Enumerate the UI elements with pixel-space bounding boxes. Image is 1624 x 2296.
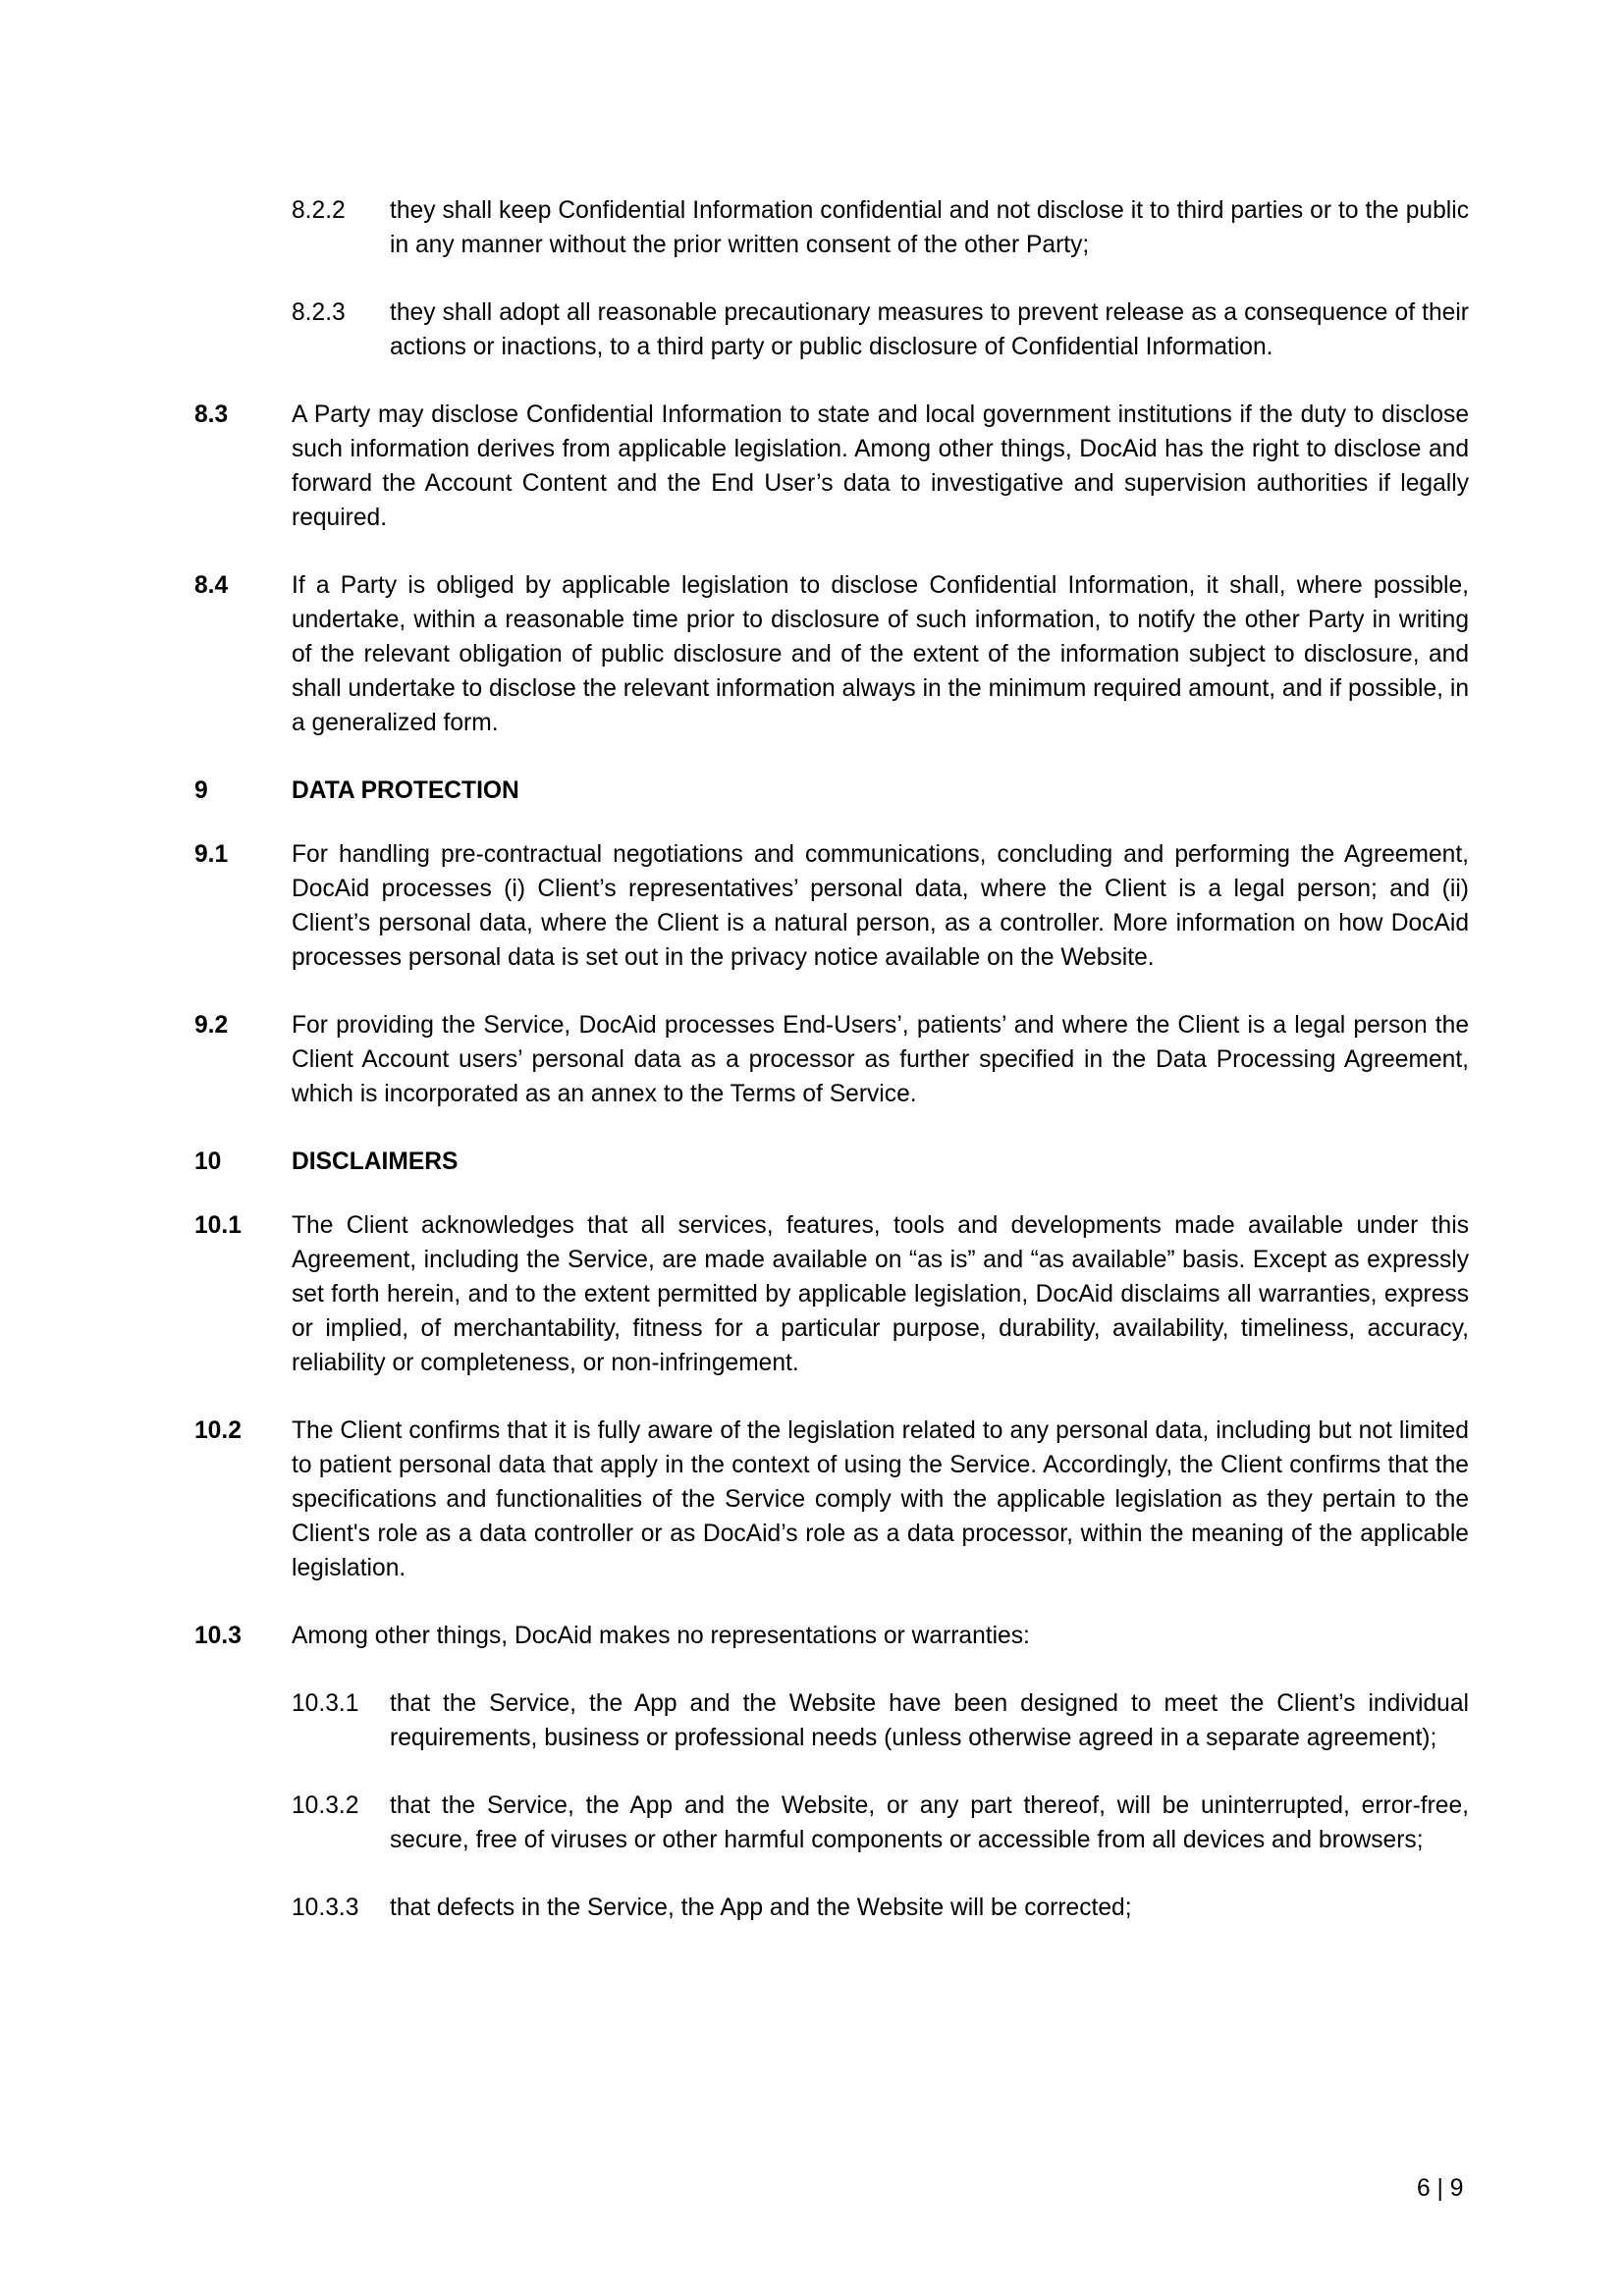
clause-9-1 [194,837,1469,975]
clause-text: The Client acknowledges that all services, features, tools and developments made available under this Agreement, including the Service, are made available on “as is” and “as available” basis. Except as expressly set forth herein, and to the extent permitted by applicable legislation, DocAid disclaims all warranties, express or implied, of merchantability, fitness for a particular purpose, durability, availability, timeliness, accuracy, reliability or completeness, or non-infringement. [292,1212,1469,1376]
clause-number: 8.2.2 [292,197,346,224]
clause-number: 8.4 [194,572,229,599]
clause-8-3 [194,398,1469,535]
clause-8-4 [194,568,1469,740]
clause-text: Among other things, DocAid makes no representations or warranties: [292,1623,1030,1649]
clause-text: For providing the Service, DocAid processes End-Users’, patients’ and where the Client is a legal person the Client Account users’ personal data as a processor as further specified in the Data Processing Agreement, which is incorporated as an annex to the Terms of Service. [292,1012,1469,1107]
clause-10-3-3 [194,1891,1469,1925]
clause-text: they shall keep Confidential Information confidential and not disclose it to third parties or to the public in any manner without the prior written consent of the other Party; [390,197,1469,258]
clause-number: 9.2 [194,1012,229,1039]
clause-9-2 [194,1008,1469,1111]
clause-text: For handling pre-contractual negotiations and communications, concluding and performing the Agreement, DocAid processes (i) Client’s representatives’ personal data, where the Client is a legal person; and (ii) Client’s personal data, where the Client is a natural person, as a controller. More information on how DocAid processes personal data is set out in the privacy notice available on the Website. [292,841,1469,971]
section-heading-data-protection [194,774,1469,808]
clause-text: they shall adopt all reasonable precautionary measures to prevent release as a consequence of their actions or inactions, to a third party or public disclosure of Confidential Information. [390,299,1469,360]
clause-text: that the Service, the App and the Website, or any part thereof, will be uninterrupted, error-free, secure, free of viruses or other harmful components or accessible from all devices and browsers; [390,1792,1469,1853]
clause-10-2 [194,1414,1469,1585]
section-title: DATA PROTECTION [292,777,519,804]
clause-number: 8.3 [194,401,229,428]
clause-10-1 [194,1208,1469,1380]
clause-text: The Client confirms that it is fully aware of the legislation related to any personal data, including but not limited to patient personal data that apply in the context of using the Service. Accordingly, the Client confirms that the specifications and functionalities of the Service comply with the applicable legislation as they pertain to the Client's role as a data controller or as DocAid’s role as a data processor, within the meaning of the applicable legislation. [292,1417,1469,1581]
clause-10-3-1 [194,1686,1469,1755]
section-number: 10 [194,1148,222,1175]
clause-10-3-2 [194,1789,1469,1857]
clause-number: 10.3.1 [292,1690,359,1717]
clause-text: A Party may disclose Confidential Information to state and local government institutions if the duty to disclose such information derives from applicable legislation. Among other things, DocAid has the right to disclose and forward the Account Content and the End User’s data to investigative and supervision authorities if legally required. [292,401,1469,531]
clause-number: 8.2.3 [292,299,346,326]
document-body [194,193,1469,1958]
clause-10-3 [194,1619,1469,1653]
clause-8-2-3 [194,295,1469,364]
clause-text: that the Service, the App and the Website have been designed to meet the Client’s individual requirements, business or professional needs (unless otherwise agreed in a separate agreement); [390,1690,1469,1751]
clause-text: that defects in the Service, the App and the Website will be corrected; [390,1895,1132,1921]
page-number: 6 | 9 [1417,2175,1464,2202]
section-heading-disclaimers [194,1145,1469,1179]
clause-8-2-2 [194,193,1469,262]
section-number: 9 [194,777,208,804]
clause-text: If a Party is obliged by applicable legislation to disclose Confidential Information, it shall, where possible, undertake, within a reasonable time prior to disclosure of such information, to notify the other Party in writing of the relevant obligation of public disclosure and of the extent of the information subject to disclosure, and shall undertake to disclose the relevant information always in the minimum required amount, and if possible, in a generalized form. [292,572,1469,736]
clause-number: 10.1 [194,1212,242,1239]
clause-number: 10.3 [194,1623,242,1649]
clause-number: 10.3.2 [292,1792,359,1819]
clause-number: 9.1 [194,841,229,868]
clause-number: 10.2 [194,1417,242,1444]
clause-number: 10.3.3 [292,1895,359,1921]
section-title: DISCLAIMERS [292,1148,459,1175]
